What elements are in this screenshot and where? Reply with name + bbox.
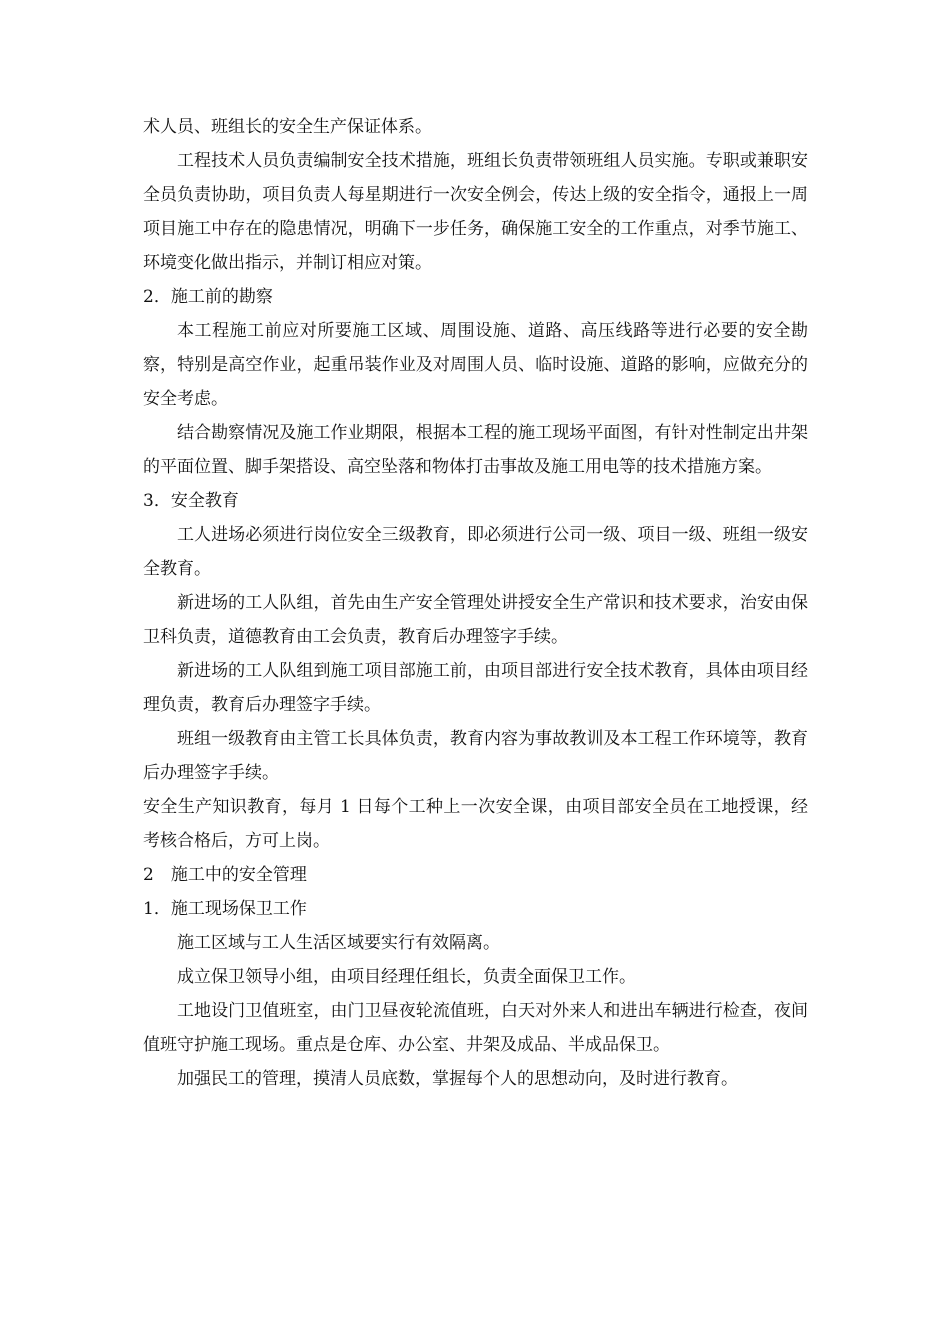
paragraph: 工程技术人员负责编制安全技术措施，班组长负责带领班组人员实施。专职或兼职安全员负责协助，项目负责人每星期进行一次安全例会，传达上级的安全指令，通报上一周项目施工中存在的隐患情况，明确下一步任务，确保施工安全的工作重点，对季节施工、环境变化做出指示，并制订相应对策。 (143, 151, 808, 273)
paragraph: 结合勘察情况及施工作业期限，根据本工程的施工现场平面图，有针对性制定出井架的平面位置、脚手架搭设、高空坠落和物体打击事故及施工用电等的技术措施方案。 (143, 423, 808, 477)
paragraph: 工地设门卫值班室，由门卫昼夜轮流值班，白天对外来人和进出车辆进行检查，夜间值班守护施工现场。重点是仓库、办公室、井架及成品、半成品保卫。 (143, 1001, 808, 1055)
paragraph: 安全生产知识教育，每月 1 日每个工种上一次安全课，由项目部安全员在工地授课，经考核合格后，方可上岗。 (143, 797, 808, 851)
paragraph: 术人员、班组长的安全生产保证体系。 (143, 117, 432, 137)
section-heading: 3．安全教育 (143, 491, 239, 511)
paragraph: 施工区域与工人生活区域要实行有效隔离。 (177, 933, 500, 953)
paragraph: 成立保卫领导小组，由项目经理任组长，负责全面保卫工作。 (177, 967, 636, 987)
section-heading: 2．施工前的勘察 (143, 287, 273, 307)
document-page (143, 110, 808, 1096)
paragraph: 新进场的工人队组，首先由生产安全管理处讲授安全生产常识和技术要求，治安由保卫科负责，道德教育由工会负责，教育后办理签字手续。 (143, 593, 808, 647)
paragraph: 班组一级教育由主管工长具体负责，教育内容为事故教训及本工程工作环境等，教育后办理签字手续。 (143, 729, 808, 783)
paragraph: 加强民工的管理，摸清人员底数，掌握每个人的思想动向，及时进行教育。 (177, 1069, 738, 1089)
paragraph: 工人进场必须进行岗位安全三级教育，即必须进行公司一级、项目一级、班组一级安全教育。 (143, 525, 808, 579)
section-heading: 2 施工中的安全管理 (143, 865, 307, 885)
paragraph: 本工程施工前应对所要施工区域、周围设施、道路、高压线路等进行必要的安全勘察，特别是高空作业，起重吊装作业及对周围人员、临时设施、道路的影响，应做充分的安全考虑。 (143, 321, 808, 409)
paragraph: 新进场的工人队组到施工项目部施工前，由项目部进行安全技术教育，具体由项目经理负责，教育后办理签字手续。 (143, 661, 808, 715)
section-heading: 1．施工现场保卫工作 (143, 899, 307, 919)
